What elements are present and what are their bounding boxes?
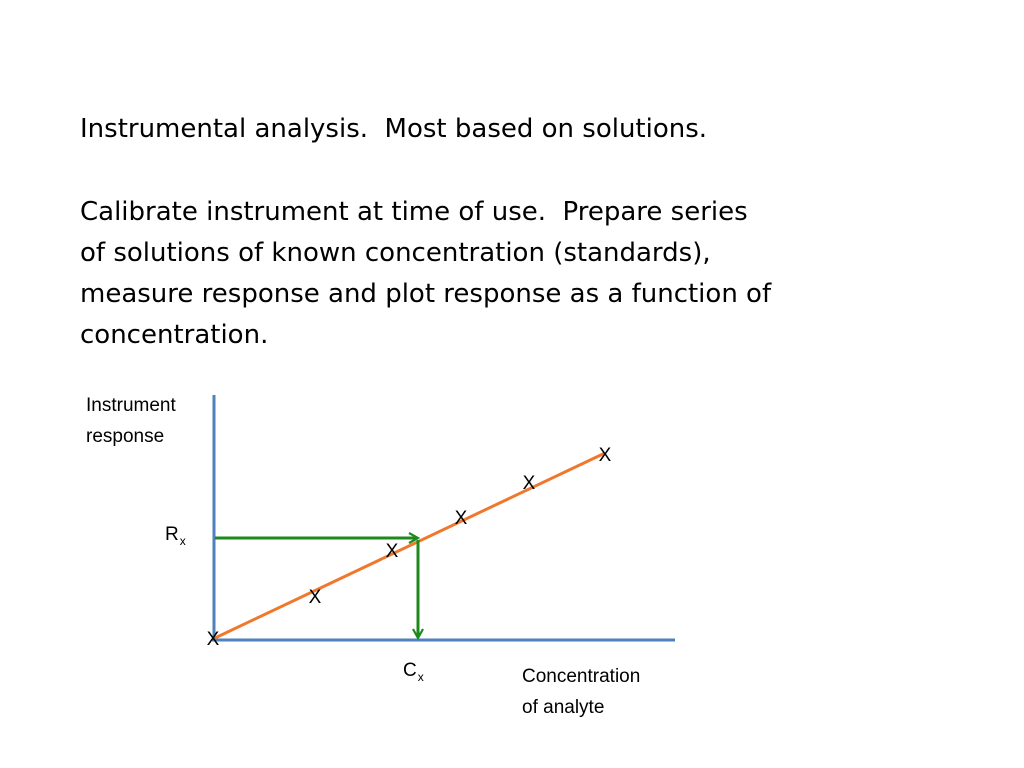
calibration-line [215, 453, 605, 638]
y-axis-label-line: Instrument [86, 395, 176, 416]
cx-label-sub: x [417, 670, 424, 684]
text-line: of solutions of known concentration (standards), [80, 238, 711, 268]
y-axis-label-line: response [86, 426, 165, 447]
data-point-marker: X [385, 541, 399, 562]
data-point-marker: X [308, 587, 322, 608]
x-axis-label-line: of analyte [522, 697, 605, 718]
text-line: Instrumental analysis. Most based on solutions. [80, 114, 708, 144]
data-point-marker: X [206, 629, 220, 650]
data-point-marker: X [454, 508, 468, 529]
cx-label-main: C [403, 660, 417, 681]
rx-label-sub: x [179, 534, 186, 548]
data-point-marker: X [522, 473, 536, 494]
text-line: measure response and plot response as a function of [80, 279, 772, 309]
data-point-marker: X [598, 445, 612, 466]
text-line: concentration. [80, 320, 269, 350]
text-line: Calibrate instrument at time of use. Prepare series [80, 197, 748, 227]
rx-label-main: R [165, 524, 179, 545]
x-axis-label-line: Concentration [522, 666, 641, 687]
